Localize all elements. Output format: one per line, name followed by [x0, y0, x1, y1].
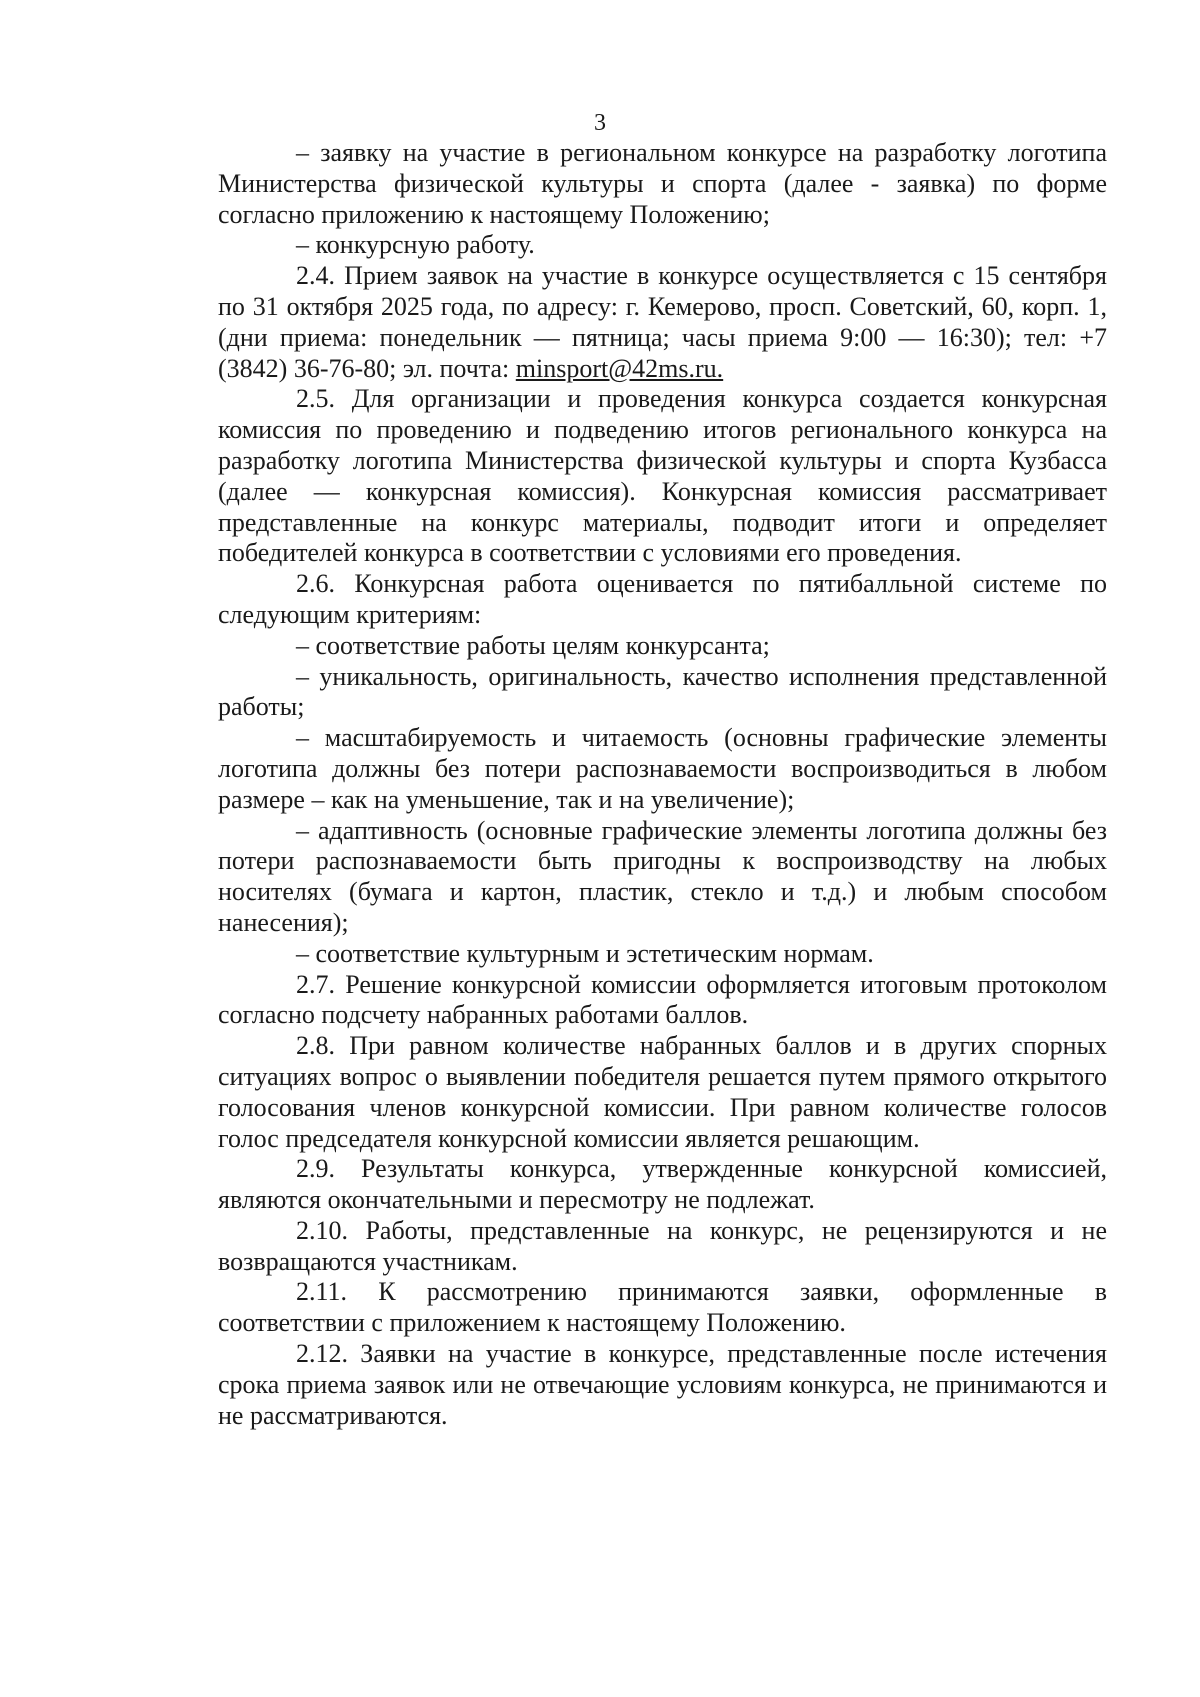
document-body — [218, 138, 1107, 1431]
criterion-item: – уникальность, оригинальность, качество исполнения представленной работы; — [218, 661, 1107, 722]
paragraph-2-7: 2.7. Решение конкурсной комиссии оформляется итоговым протоколом согласно подсчету набранных работами баллов. — [218, 969, 1107, 1030]
criterion-item: – масштабируемость и читаемость (основны графические элементы логотипа должны без потери распознаваемости воспроизводиться в любом размере – как на уменьшение, так и на увеличение); — [218, 723, 1107, 814]
paragraph-2-9: 2.9. Результаты конкурса, утвержденные конкурсной комиссией, являются окончательными и пересмотру не подлежат. — [218, 1154, 1107, 1215]
criterion-item: – адаптивность (основные графические элементы логотипа должны без потери распознаваемости быть пригодны к воспроизводству на любых носителях (бумага и картон, пластик, стекло и т.д.) и любым способом нанесения); — [218, 815, 1107, 937]
paragraph-2-5: 2.5. Для организации и проведения конкурса создается конкурсная комиссия по проведению и подведению итогов регионального конкурса на разработку логотипа Министерства физической культуры и спорта Кузбасса (далее — конкурсная комиссия). Конкурсная комиссия рассматривает представленные на конкурс материалы, подводит итоги и определяет победителей конкурса в соответствии с условиями его проведения. — [218, 384, 1107, 568]
paragraph-2-4-text: 2.4. Прием заявок на участие в конкурсе осуществляется с 15 сентября по 31 октября 2025 года, по адресу: г. Кемерово, просп. Советский, 60, корп. 1, (дни приема: понедельник — пятница; часы приема 9:00 — 16:30); тел: +7 (3842) 36-76-80; эл. почта: — [218, 261, 1107, 383]
paragraph-contest-work-item: – конкурсную работу. — [296, 230, 535, 260]
paragraph-2-12: 2.12. Заявки на участие в конкурсе, представленные после истечения срока приема заявок или не отвечающие условиям конкурса, не принимаются и не рассматриваются. — [218, 1339, 1107, 1430]
email-link[interactable]: minsport@42ms.ru. — [515, 353, 724, 383]
paragraph-2-11: 2.11. К рассмотрению принимаются заявки, оформленные в соответствии с приложением к настоящему Положению. — [218, 1277, 1107, 1338]
criterion-item: – соответствие работы целям конкурсанта; — [296, 630, 770, 660]
page-number: 3 — [594, 110, 606, 136]
paragraph-application-item: – заявку на участие в региональном конкурсе на разработку логотипа Министерства физической культуры и спорта (далее - заявка) по форме согласно приложению к настоящему Положению; — [218, 138, 1107, 229]
criterion-item: – соответствие культурным и эстетическим нормам. — [296, 938, 874, 968]
paragraph-2-8: 2.8. При равном количестве набранных баллов и в других спорных ситуациях вопрос о выявлении победителя решается путем прямого открытого голосования членов конкурсной комиссии. При равном количестве голосов голос председателя конкурсной комиссии является решающим. — [218, 1031, 1107, 1153]
paragraph-2-10: 2.10. Работы, представленные на конкурс, не рецензируются и не возвращаются участникам. — [218, 1215, 1107, 1276]
paragraph-2-4 — [218, 261, 1107, 384]
paragraph-2-6: 2.6. Конкурсная работа оценивается по пятибалльной системе по следующим критериям: — [218, 569, 1107, 629]
